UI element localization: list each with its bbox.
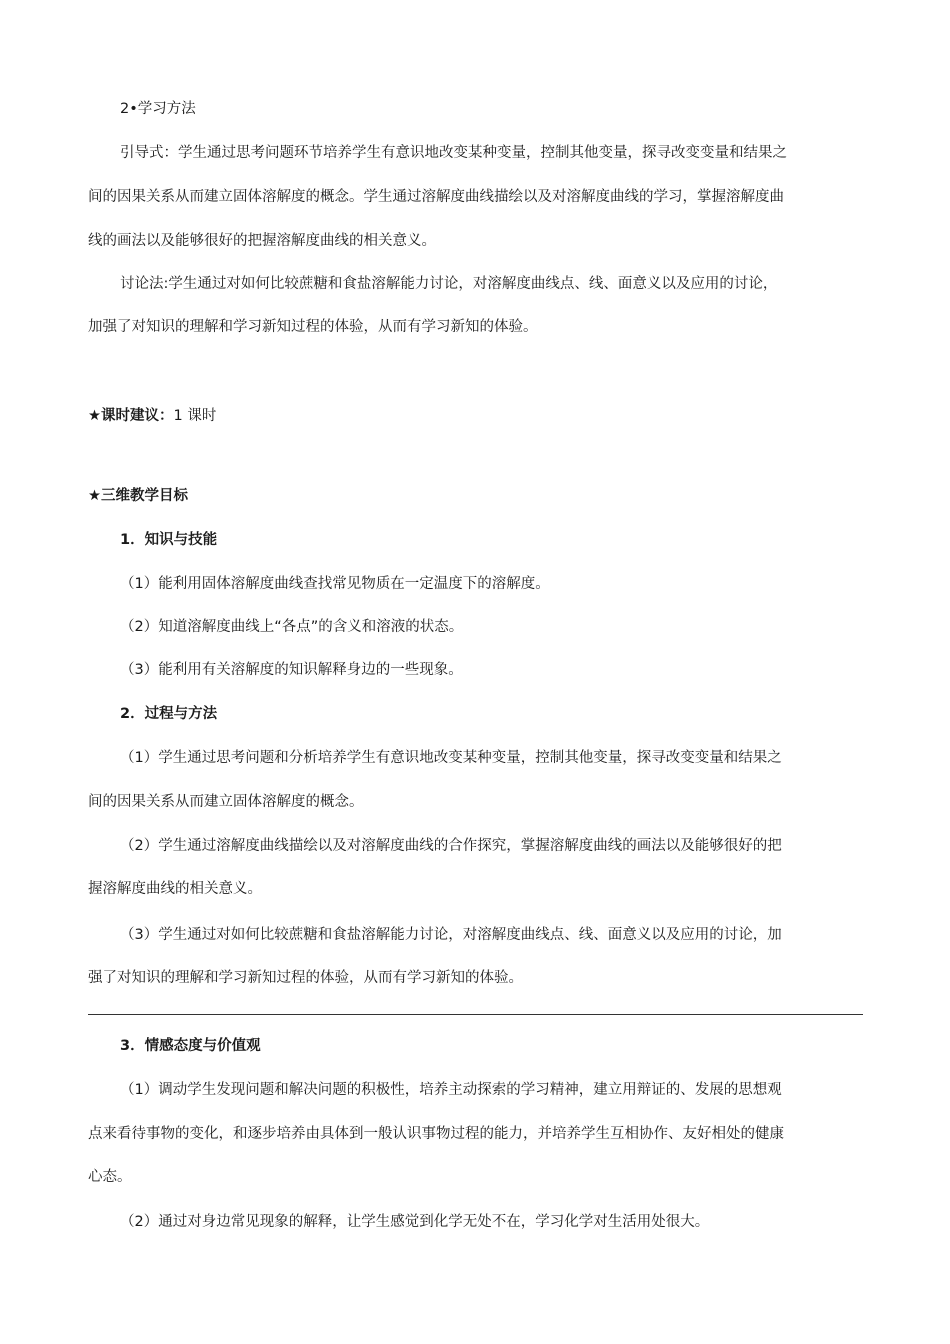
class-hours-label: ★课时建议： — [88, 408, 174, 424]
page-divider — [88, 1014, 863, 1015]
attitude-item-2: （2）通过对身边常见现象的解释，让学生感觉到化学无处不在，学习化学对生活用处很大。 — [120, 1214, 710, 1230]
knowledge-item-3: （3）能利用有关溶解度的知识解释身边的一些现象。 — [120, 662, 463, 678]
goals-heading: ★三维教学目标 — [88, 488, 188, 504]
method-discussion-line-1: 讨论法:学生通过对如何比较蔗糖和食盐溶解能力讨论，对溶解度曲线点、线、面意义以及应用的讨论， — [120, 276, 778, 292]
process-item-1-line-2: 间的因果关系从而建立固体溶解度的概念。 — [88, 794, 364, 810]
knowledge-item-1: （1）能利用固体溶解度曲线查找常见物质在一定温度下的溶解度。 — [120, 576, 550, 592]
attitude-item-1-line-2: 点来看待事物的变化，和逐步培养由具体到一般认识事物过程的能力，并培养学生互相协作、友好相处的健康 — [88, 1126, 784, 1142]
attitude-heading: 3．情感态度与价值观 — [120, 1038, 261, 1054]
attitude-item-1-line-3: 心态。 — [88, 1169, 132, 1185]
process-item-1-line-1: （1）学生通过思考问题和分析培养学生有意识地改变某种变量，控制其他变量，探寻改变变量和结果之 — [120, 750, 782, 766]
class-hours — [88, 406, 216, 426]
process-heading: 2．过程与方法 — [120, 706, 218, 722]
method-guided-line-3: 线的画法以及能够很好的把握溶解度曲线的相关意义。 — [88, 233, 436, 249]
method-guided-line-1: 引导式：学生通过思考问题环节培养学生有意识地改变某种变量，控制其他变量，探寻改变变量和结果之 — [120, 145, 787, 161]
process-item-2-line-1: （2）学生通过溶解度曲线描绘以及对溶解度曲线的合作探究，掌握溶解度曲线的画法以及能够很好的把 — [120, 838, 782, 854]
knowledge-item-2: （2）知道溶解度曲线上“各点”的含义和溶液的状态。 — [120, 619, 464, 635]
class-hours-value: 1 课时 — [173, 408, 217, 424]
process-item-3-line-1: （3）学生通过对如何比较蔗糖和食盐溶解能力讨论，对溶解度曲线点、线、面意义以及应用的讨论，加 — [120, 927, 782, 943]
attitude-item-1-line-1: （1）调动学生发现问题和解决问题的积极性，培养主动探索的学习精神，建立用辩证的、发展的思想观 — [120, 1082, 782, 1098]
process-item-2-line-2: 握溶解度曲线的相关意义。 — [88, 881, 262, 897]
method-heading: 2•学习方法 — [120, 101, 196, 117]
knowledge-heading: 1．知识与技能 — [120, 532, 218, 548]
method-guided-line-2: 间的因果关系从而建立固体溶解度的概念。学生通过溶解度曲线描绘以及对溶解度曲线的学习，掌握溶解度曲 — [88, 189, 784, 205]
method-discussion-line-2: 加强了对知识的理解和学习新知过程的体验，从而有学习新知的体验。 — [88, 319, 538, 335]
process-item-3-line-2: 强了对知识的理解和学习新知过程的体验，从而有学习新知的体验。 — [88, 970, 523, 986]
